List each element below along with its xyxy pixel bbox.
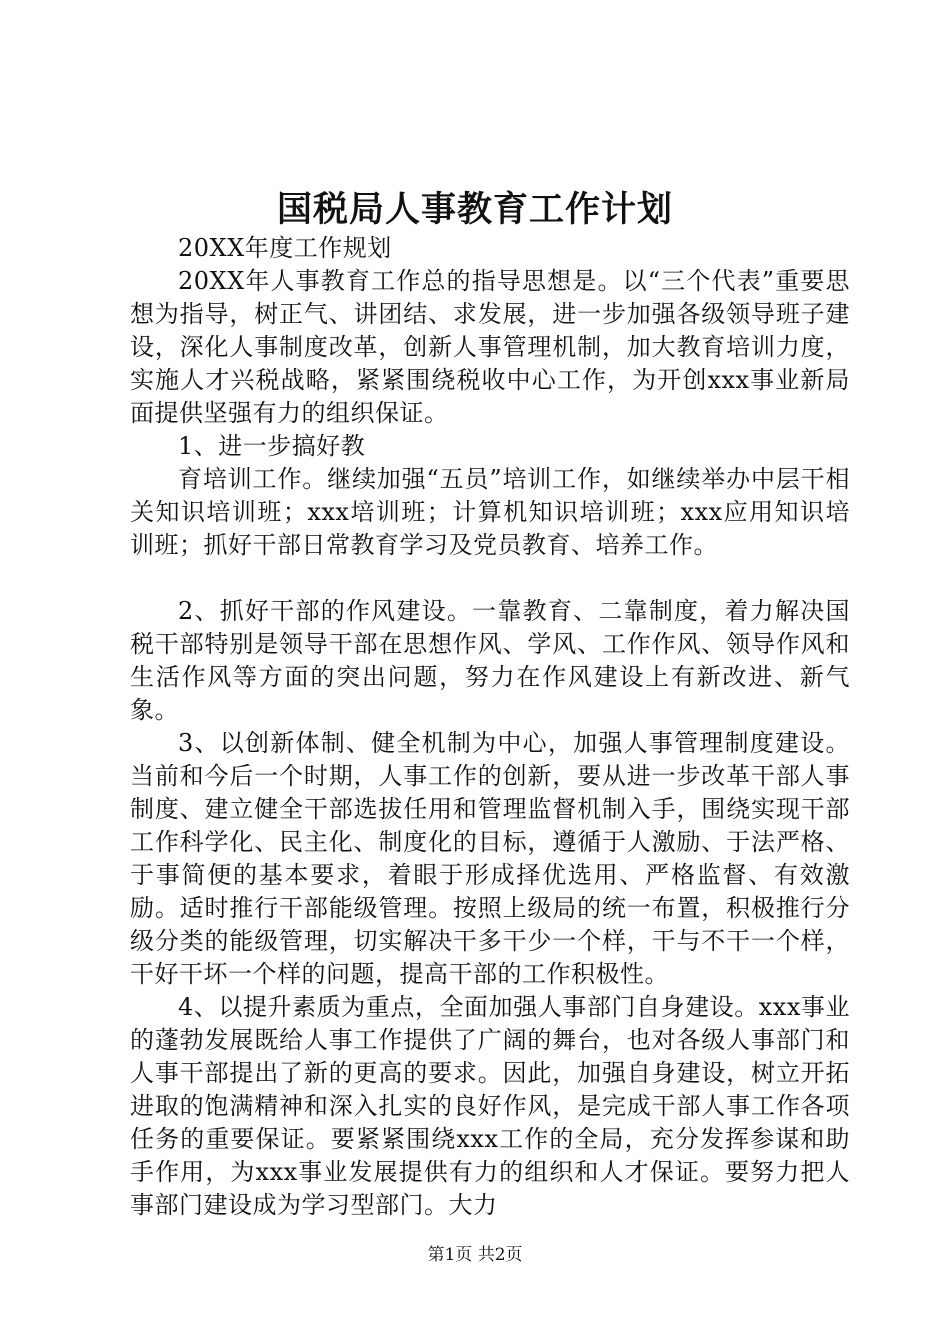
paragraph-item-4-self-building: 4、以提升素质为重点，全面加强人事部门自身建设。xxx事业的蓬勃发展既给人事工作提供了广阔的舞台，也对各级人事部门和人事干部提出了新的更高的要求。因此，加强自身建设，树立开拓进取的饱满精神和深入扎实的良好作风，是完成干部人事工作各项任务的重要保证。要紧紧围绕xxx工作的全局，充分发挥参谋和助手作用，为xxx事业发展提供有力的组织和人才保证。要努力把人事部门建设成为学习型部门。大力 xyxy=(130,993,850,1219)
paragraph-item-2-work-style: 2、抓好干部的作风建设。一靠教育、二靠制度，着力解决国税干部特别是领导干部在思想作风、学风、工作作风、领导作风和生活作风等方面的突出问题，努力在作风建设上有新改进、新气象。 xyxy=(130,597,850,724)
document-body xyxy=(130,232,850,1222)
paragraph-item-1-heading: 1、进一步搞好教 xyxy=(178,432,366,460)
paragraph-item-3-management-system: 3、以创新体制、健全机制为中心，加强人事管理制度建设。当前和今后一个时期，人事工作的创新，要从进一步改革干部人事制度、建立健全干部选拔任用和管理监督机制入手，围绕实现干部工作科学化、民主化、制度化的目标，遵循于人激励、于法严格、于事简便的基本要求，着眼于形成择优选用、严格监督、有效激励。适时推行干部能级管理。按照上级局的统一布置，积极推行分级分类的能级管理，切实解决干多干少一个样，干与不干一个样，干好干坏一个样的问题，提高干部的工作积极性。 xyxy=(130,729,850,988)
document-title: 国税局人事教育工作计划 xyxy=(276,189,673,230)
paragraph-annual-plan-heading: 20XX年度工作规划 xyxy=(178,234,392,262)
paragraph-item-1-training: 育培训工作。继续加强“五员”培训工作，如继续举办中层干相关知识培训班；xxx培训班；计算机知识培训班；xxx应用知识培训班；抓好干部日常教育学习及党员教育、培养工作。 xyxy=(130,465,850,559)
paragraph-guiding-ideology: 20XX年人事教育工作总的指导思想是。以“三个代表”重要思想为指导，树正气、讲团结、求发展，进一步加强各级领导班子建设，深化人事制度改革，创新人事管理机制，加大教育培训力度，实施人才兴税战略，紧紧围绕税收中心工作，为开创xxx事业新局面提供坚强有力的组织保证。 xyxy=(130,267,850,427)
page-number-footer: 第1页 共2页 xyxy=(427,1245,523,1265)
